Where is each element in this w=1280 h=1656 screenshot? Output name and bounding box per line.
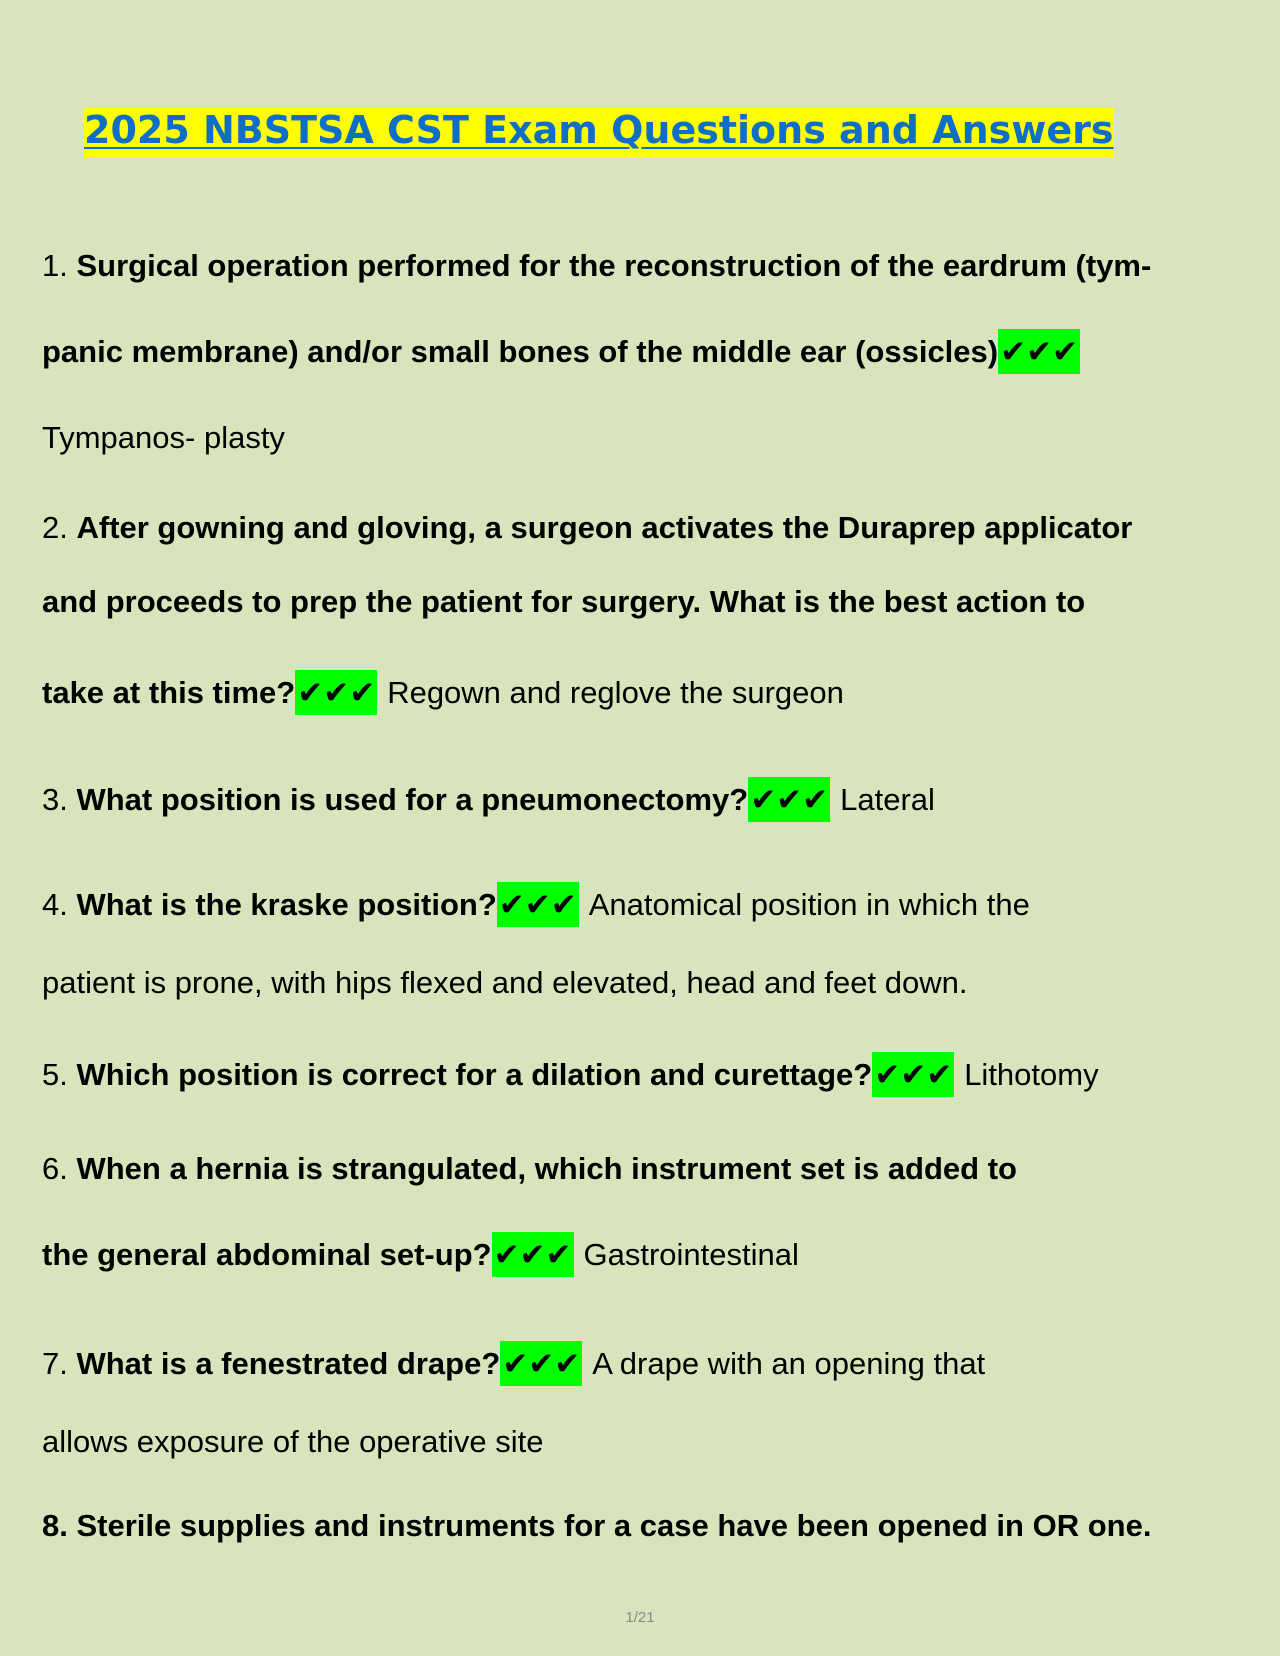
question-1-line-2 xyxy=(42,329,1080,374)
check-mark-icon: ✔✔✔ xyxy=(872,1052,954,1097)
answer-4-line-2 xyxy=(42,967,967,998)
question-1-line-1 xyxy=(42,250,1151,281)
question-text: take at this time? xyxy=(42,675,296,710)
question-text: Which position is correct for a dilation and curettage? xyxy=(76,1057,873,1092)
answer-text: Tympanos- plasty xyxy=(42,420,285,455)
question-text: panic membrane) and/or small bones of the middle ear (ossicles) xyxy=(42,334,999,369)
check-mark-icon: ✔✔✔ xyxy=(295,670,377,715)
check-mark-icon: ✔✔✔ xyxy=(500,1341,582,1386)
check-mark-icon: ✔✔✔ xyxy=(998,329,1080,374)
question-number: 7. xyxy=(42,1346,68,1381)
check-mark-icon: ✔✔✔ xyxy=(497,882,579,927)
question-2-line-2 xyxy=(42,586,1085,617)
answer-text: A drape with an opening that xyxy=(592,1346,986,1381)
question-number: 1. xyxy=(42,248,68,283)
question-number: 8. xyxy=(42,1508,68,1543)
check-mark-icon: ✔✔✔ xyxy=(492,1232,574,1277)
answer-text: Lithotomy xyxy=(964,1057,1099,1092)
question-number: 4. xyxy=(42,887,68,922)
question-4 xyxy=(42,882,1030,927)
question-text: What is the kraske position? xyxy=(76,887,497,922)
document-title: 2025 NBSTSA CST Exam Questions and Answers xyxy=(84,108,1114,158)
question-2-line-3 xyxy=(42,670,844,715)
question-text: After gowning and gloving, a surgeon activates the Duraprep applicator xyxy=(76,510,1133,545)
answer-1 xyxy=(42,422,285,453)
question-number: 2. xyxy=(42,510,68,545)
question-text: Surgical operation performed for the reconstruction of the eardrum (tym- xyxy=(76,248,1152,283)
page-indicator: 1/21 xyxy=(625,1609,655,1626)
question-text: Sterile supplies and instruments for a case have been opened in OR one. xyxy=(76,1508,1152,1543)
question-text: What position is used for a pneumonectomy? xyxy=(76,782,749,817)
question-2-line-1 xyxy=(42,512,1132,543)
question-number: 6. xyxy=(42,1151,68,1186)
question-6-line-1 xyxy=(42,1153,1017,1184)
question-8 xyxy=(42,1510,1151,1541)
answer-7-line-2 xyxy=(42,1426,543,1457)
question-text: the general abdominal set-up? xyxy=(42,1237,492,1272)
question-7 xyxy=(42,1341,985,1386)
question-number: 5. xyxy=(42,1057,68,1092)
answer-text: Gastrointestinal xyxy=(583,1237,799,1272)
question-number: 3. xyxy=(42,782,68,817)
question-5 xyxy=(42,1052,1099,1097)
question-6-line-2 xyxy=(42,1232,799,1277)
answer-text: Regown and reglove the surgeon xyxy=(387,675,844,710)
answer-text: patient is prone, with hips flexed and elevated, head and feet down. xyxy=(42,965,968,1000)
question-text: What is a fenestrated drape? xyxy=(76,1346,501,1381)
question-text: When a hernia is strangulated, which instrument set is added to xyxy=(76,1151,1017,1186)
check-mark-icon: ✔✔✔ xyxy=(748,777,830,822)
answer-text: Lateral xyxy=(840,782,935,817)
answer-text: allows exposure of the operative site xyxy=(42,1424,544,1459)
answer-text: Anatomical position in which the xyxy=(588,887,1030,922)
question-3 xyxy=(42,777,935,822)
question-text: and proceeds to prep the patient for surgery. What is the best action to xyxy=(42,584,1086,619)
